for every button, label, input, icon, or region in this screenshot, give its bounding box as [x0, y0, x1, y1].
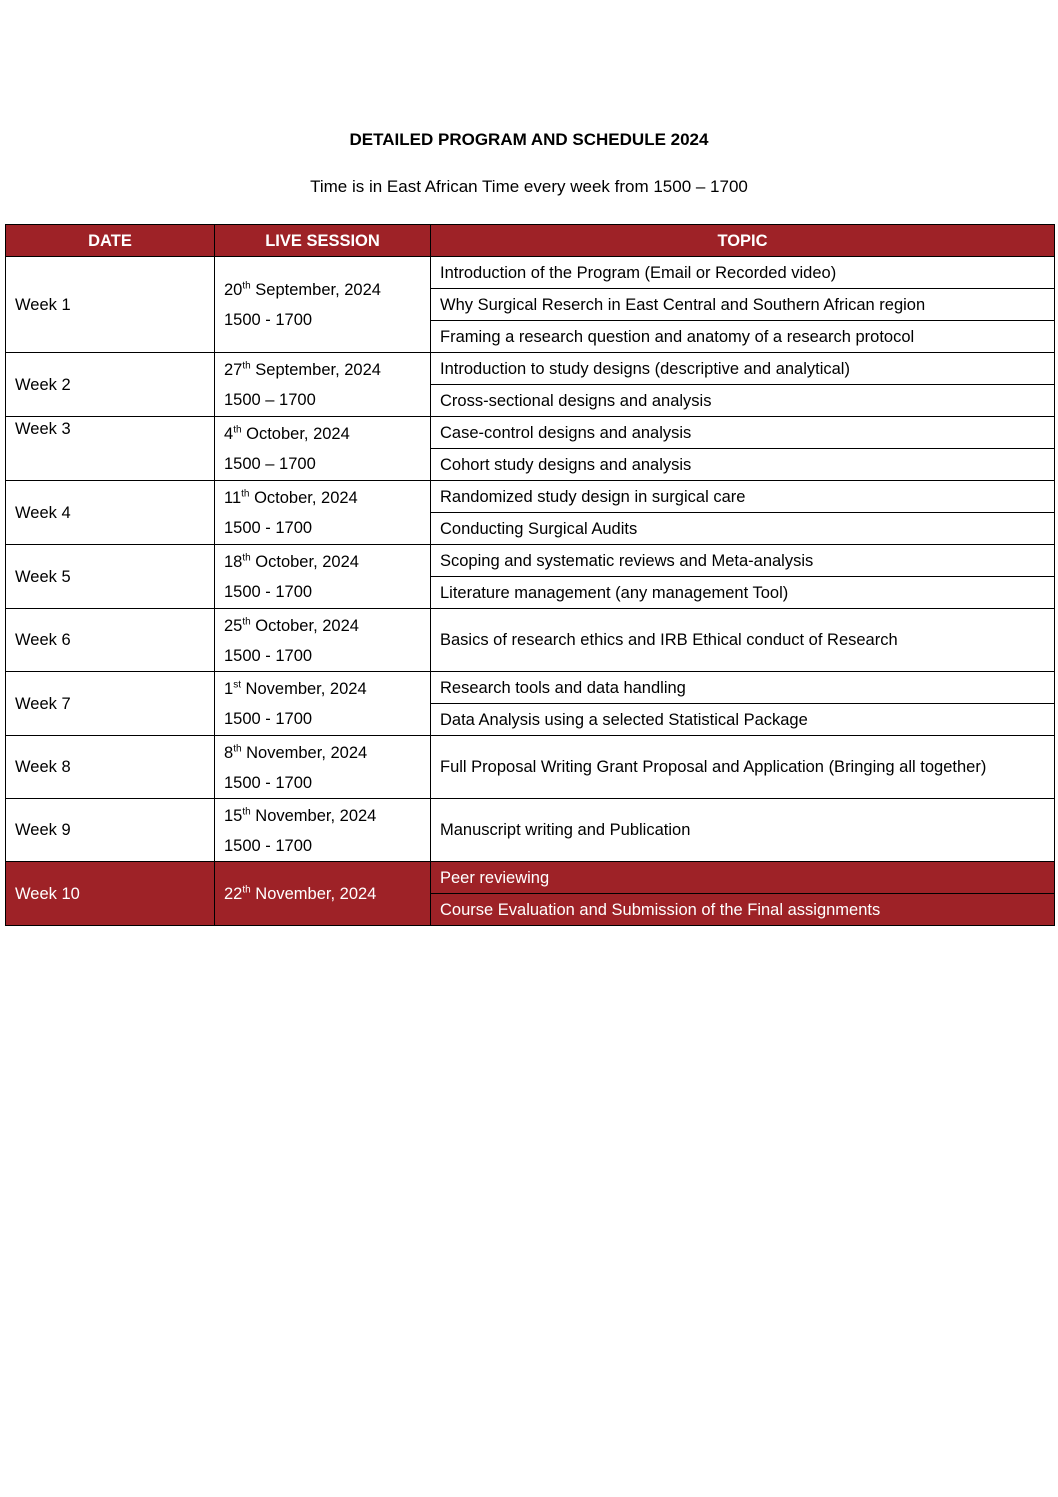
session-time: 1500 - 1700 — [224, 837, 313, 855]
session-date-ordinal: th — [233, 743, 242, 755]
schedule-body — [6, 257, 1055, 926]
week-cell: Week 2 — [6, 353, 215, 417]
week-cell: Week 3 — [6, 417, 215, 481]
session-date-day: 8 — [224, 744, 234, 762]
topic-cell: Scoping and systematic reviews and Meta-analysis — [431, 545, 1055, 577]
session-date-day: 4 — [224, 425, 234, 443]
topic-cell: Case-control designs and analysis — [431, 417, 1055, 449]
session-time: 1500 - 1700 — [224, 519, 313, 537]
session-time: 1500 - 1700 — [224, 774, 313, 792]
session-date-day: 25 — [224, 617, 243, 635]
session-date-ordinal: th — [233, 424, 242, 436]
week-cell: Week 8 — [6, 736, 215, 799]
session-date-month-year: November, 2024 — [241, 744, 368, 762]
table-row — [6, 799, 1055, 862]
session-cell — [215, 862, 431, 926]
header-live-session: LIVE SESSION — [215, 225, 431, 257]
session-time: 1500 – 1700 — [224, 391, 316, 409]
session-date-day: 18 — [224, 553, 243, 571]
session-date-ordinal: th — [242, 360, 251, 372]
table-row — [6, 417, 1055, 449]
session-cell — [215, 609, 431, 672]
session-date-month-year: October, 2024 — [249, 489, 358, 507]
topic-cell: Research tools and data handling — [431, 672, 1055, 704]
session-date — [224, 547, 430, 577]
session-date-month-year: November, 2024 — [250, 807, 377, 825]
topic-cell: Cross-sectional designs and analysis — [431, 385, 1055, 417]
session-date-month-year: September, 2024 — [250, 361, 381, 379]
session-date — [224, 483, 430, 513]
session-date-ordinal: th — [242, 280, 251, 291]
week-cell: Week 7 — [6, 672, 215, 736]
week-cell: Week 1 — [6, 257, 215, 353]
session-time: 1500 - 1700 — [224, 583, 313, 601]
table-row — [6, 481, 1055, 513]
session-date — [224, 879, 430, 909]
table-row — [6, 609, 1055, 672]
session-date-month-year: October, 2024 — [250, 553, 359, 571]
topic-cell: Data Analysis using a selected Statistical Package — [431, 704, 1055, 736]
session-cell — [215, 481, 431, 545]
topic-cell: Randomized study design in surgical care — [431, 481, 1055, 513]
session-date — [224, 738, 430, 768]
topic-cell: Introduction to study designs (descriptive and analytical) — [431, 353, 1055, 385]
session-date — [224, 419, 430, 449]
session-cell — [215, 672, 431, 736]
topic-cell: Why Surgical Reserch in East Central and Southern African region — [431, 289, 1055, 321]
session-date-ordinal: th — [242, 884, 251, 895]
week-cell: Week 4 — [6, 481, 215, 545]
schedule-table — [5, 224, 1055, 926]
week-cell: Week 5 — [6, 545, 215, 609]
session-date — [224, 674, 430, 704]
session-date-month-year: October, 2024 — [250, 617, 359, 635]
session-cell — [215, 799, 431, 862]
session-date-month-year: October, 2024 — [241, 425, 350, 443]
session-date-ordinal: st — [233, 679, 241, 691]
session-time: 1500 - 1700 — [224, 710, 313, 728]
session-cell — [215, 257, 431, 353]
table-row — [6, 862, 1055, 894]
topic-cell: Manuscript writing and Publication — [431, 799, 1055, 862]
session-date-month-year: November, 2024 — [250, 884, 377, 903]
topic-cell: Basics of research ethics and IRB Ethical conduct of Research — [431, 609, 1055, 672]
session-date — [224, 355, 430, 385]
session-date-day: 1 — [224, 680, 234, 698]
session-date-ordinal: th — [242, 552, 251, 564]
session-cell — [215, 545, 431, 609]
session-date-month-year: September, 2024 — [250, 280, 381, 299]
session-date-day: 11 — [224, 489, 242, 507]
session-date-ordinal: th — [241, 488, 250, 500]
header-topic: TOPIC — [431, 225, 1055, 257]
topic-cell: Conducting Surgical Audits — [431, 513, 1055, 545]
topic-cell: Introduction of the Program (Email or Recorded video) — [431, 257, 1055, 289]
topic-cell: Literature management (any management Tool) — [431, 577, 1055, 609]
session-date-day: 15 — [224, 807, 243, 825]
session-date-day: 27 — [224, 361, 243, 379]
session-date-month-year: November, 2024 — [240, 680, 367, 698]
table-row — [6, 353, 1055, 385]
session-date-day: 20 — [224, 280, 243, 299]
table-row — [6, 257, 1055, 289]
session-time: 1500 - 1700 — [224, 647, 313, 665]
session-time: 1500 - 1700 — [224, 310, 313, 329]
session-time: 1500 – 1700 — [224, 455, 316, 473]
session-cell — [215, 353, 431, 417]
session-date-ordinal: th — [242, 616, 251, 628]
topic-cell: Course Evaluation and Submission of the Final assignments — [431, 894, 1055, 926]
document-title: DETAILED PROGRAM AND SCHEDULE 2024 — [349, 130, 709, 149]
topic-cell: Full Proposal Writing Grant Proposal and Application (Bringing all together) — [431, 736, 1055, 799]
topic-cell: Framing a research question and anatomy of a research protocol — [431, 321, 1055, 353]
session-cell — [215, 736, 431, 799]
session-date-day: 22 — [224, 884, 243, 903]
session-date-ordinal: th — [242, 806, 251, 818]
week-cell: Week 6 — [6, 609, 215, 672]
week-cell: Week 10 — [6, 862, 215, 926]
session-date — [224, 275, 430, 305]
session-cell — [215, 417, 431, 481]
session-date — [224, 801, 430, 831]
table-row — [6, 672, 1055, 704]
topic-cell: Cohort study designs and analysis — [431, 449, 1055, 481]
session-date — [224, 611, 430, 641]
table-row — [6, 736, 1055, 799]
table-row — [6, 545, 1055, 577]
header-date: DATE — [6, 225, 215, 257]
table-header-row — [6, 225, 1055, 257]
week-cell: Week 9 — [6, 799, 215, 862]
topic-cell: Peer reviewing — [431, 862, 1055, 894]
document-subtitle: Time is in East African Time every week from 1500 – 1700 — [310, 177, 748, 196]
